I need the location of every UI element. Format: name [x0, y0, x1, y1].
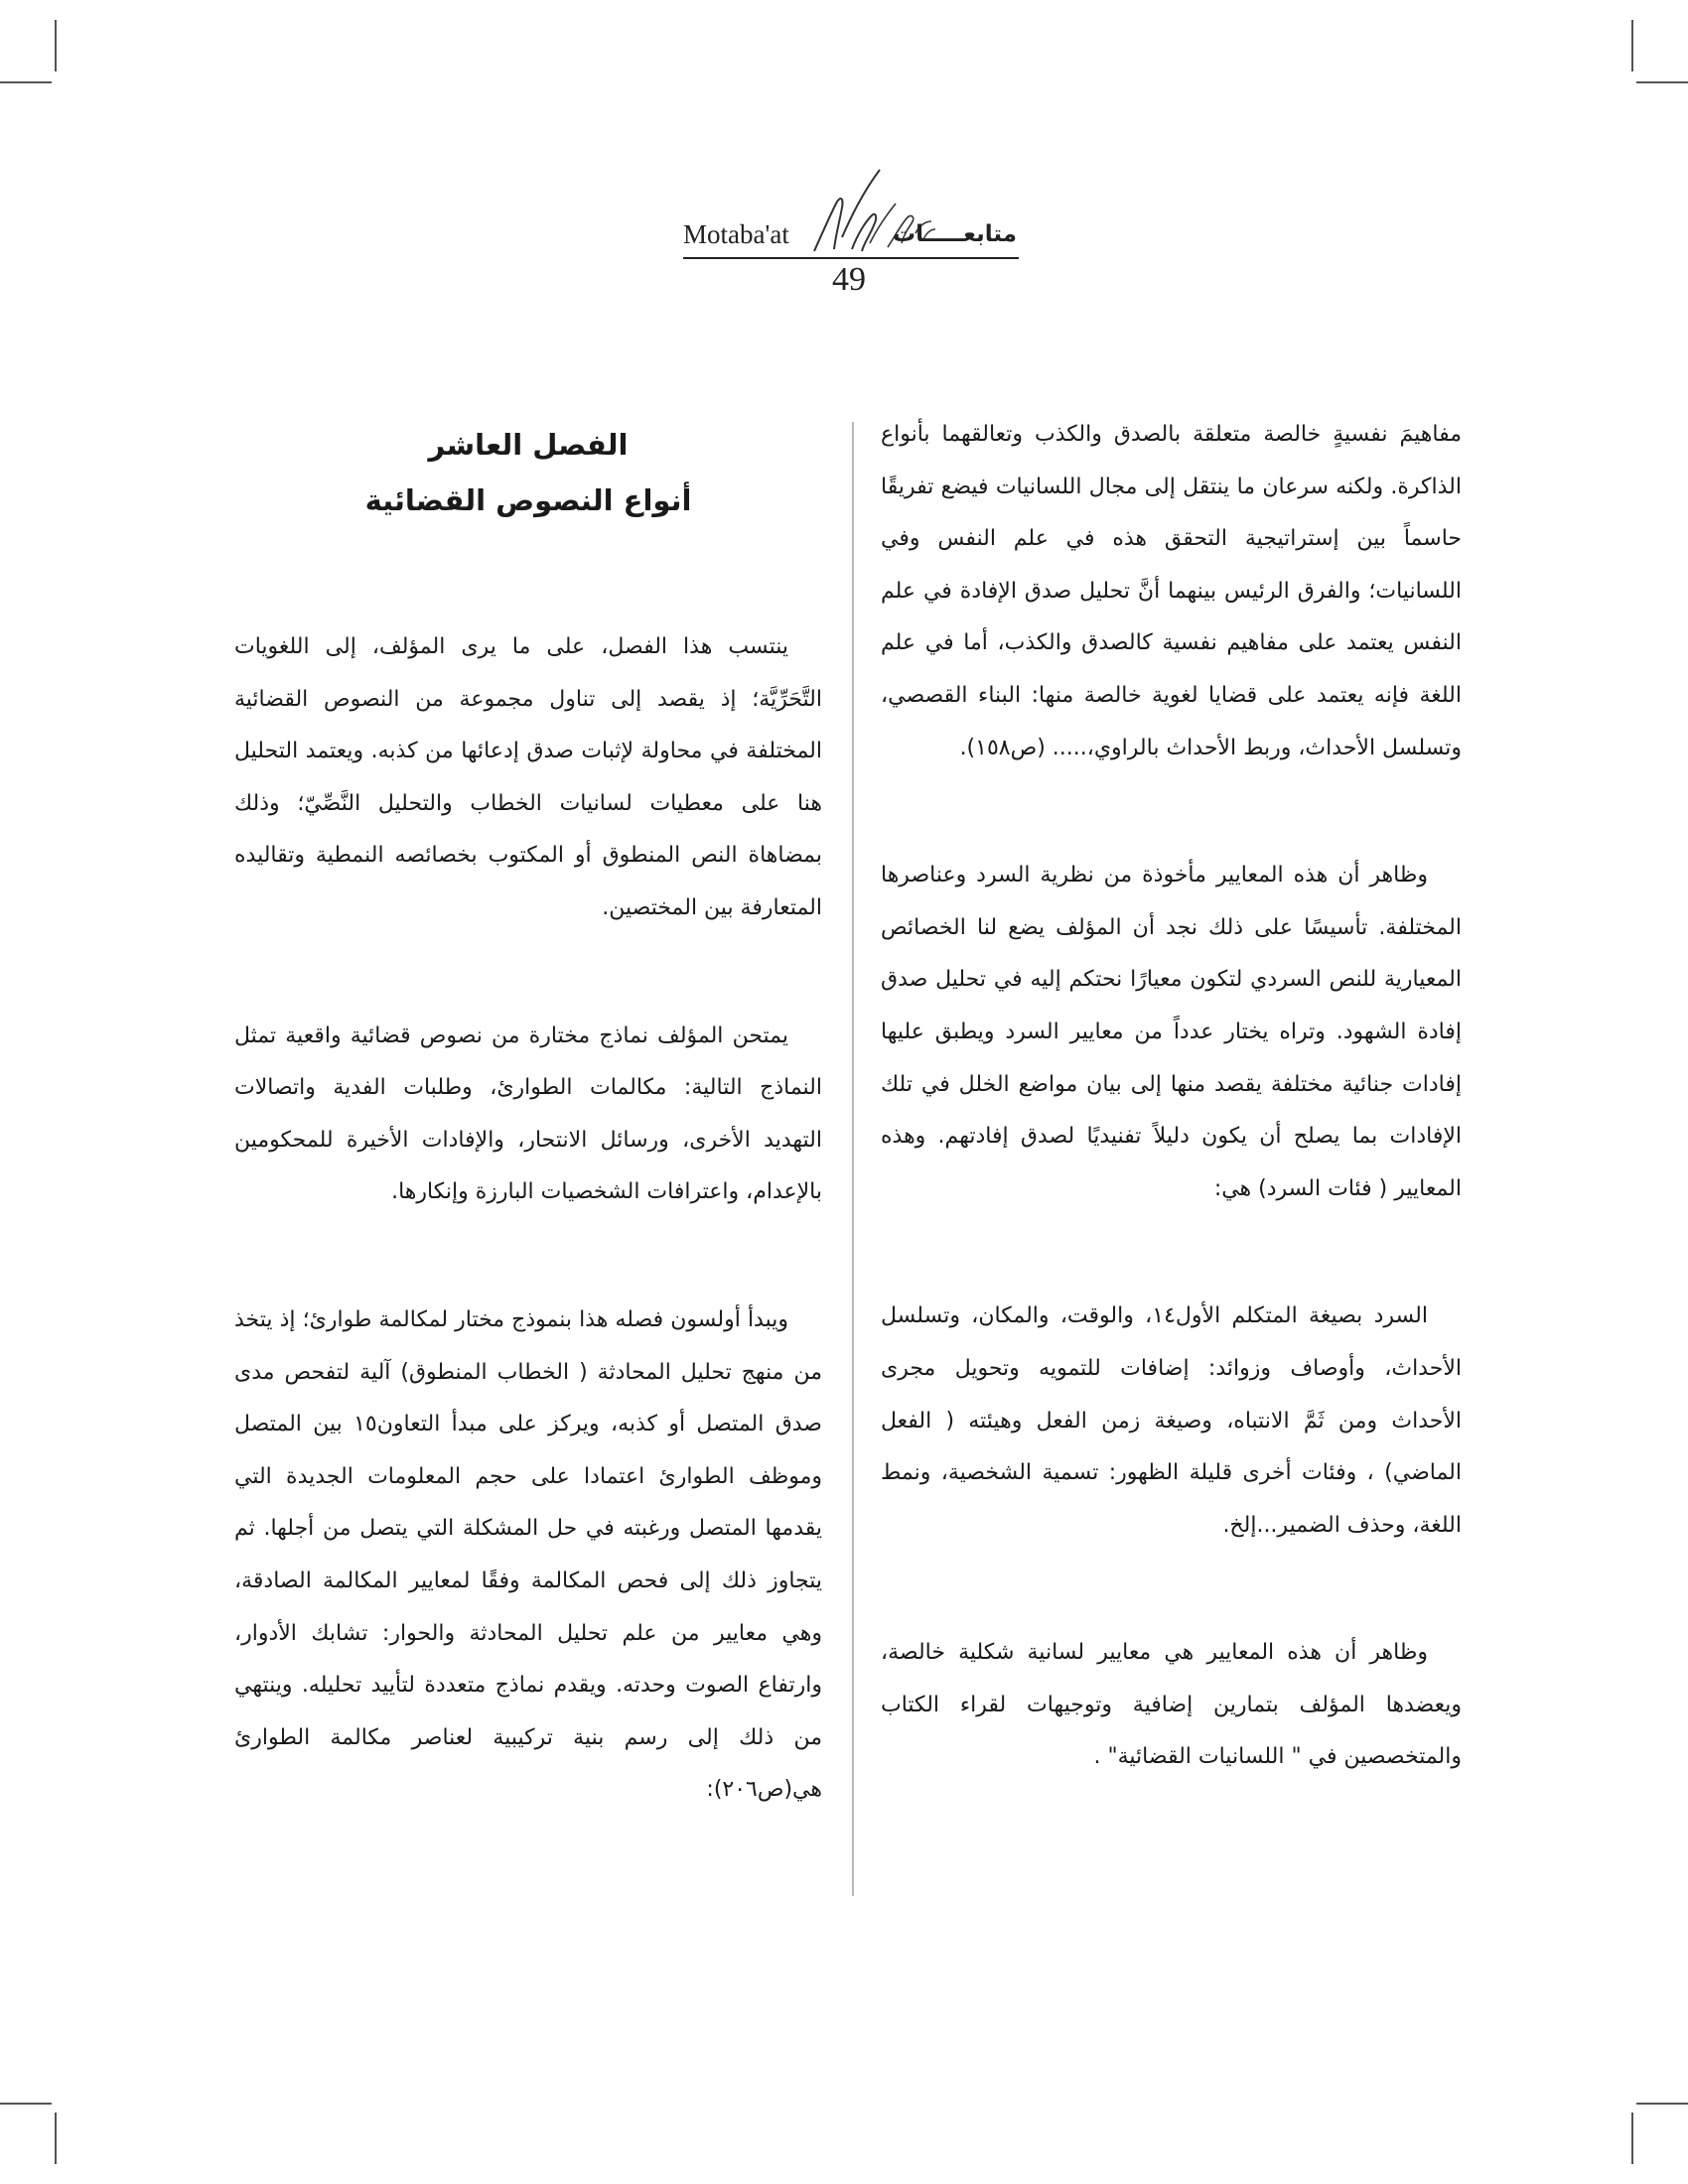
journal-name-english: Motaba'at	[683, 219, 789, 249]
crop-mark	[1631, 2113, 1633, 2164]
running-header	[675, 164, 1023, 313]
crop-mark	[1636, 81, 1688, 83]
journal-name-arabic: متابعـــــات	[893, 221, 1017, 247]
paragraph: يمتحن المؤلف نماذج مختارة من نصوص قضائية واقعية تمثل النماذج التالية: مكالمات الطوارئ، وطلبات الفدية واتصالات التهديد الأخرى، ورسائل الانتحار، والإفادات الأخيرة للمحكومين بالإعدام، واعترافات الشخصيات البارزة وإنكارها.	[234, 1023, 822, 1205]
paragraph: وظاهر أن هذه المعايير هي معايير لسانية شكلية خالصة، ويعضدها المؤلف بتمارين إضافية وتوجيهات لقراء الكتاب والمتخصصين في " اللسانيات القضائية" .	[881, 1640, 1462, 1770]
chapter-heading	[234, 417, 822, 528]
left-column	[234, 417, 822, 1817]
crop-mark	[55, 20, 57, 71]
crop-mark	[1631, 20, 1633, 71]
paragraph: السرد بصيغة المتكلم الأول١٤، والوقت، والمكان، وتسلسل الأحداث، وأوصاف وزوائد: إضافات للتمويه وتحويل مجرى الأحداث ومن ثَمَّ الانتباه، وصيغة زمن الفعل وهيئته ( الفعل الماضي) ، وفئات أخرى قليلة الظهور: تسمية الشخصية، ونمط اللغة، وحذف الضمير...إلخ.	[881, 1303, 1462, 1538]
paragraph: ينتسب هذا الفصل، على ما يرى المؤلف، إلى اللغويات التَّحَرِّيَّة؛ إذ يقصد إلى تناول مجموعة من النصوص القضائية المختلفة في محاولة لإثبات صدق إدعائها من كذبه. ويعتمد التحليل هنا على معطيات لسانيات الخطاب والتحليل النَّصِّيّ؛ وذلك بمضاهاة النص المنطوق أو المكتوب بخصائصه النمطية وتقاليده المتعارفة بين المختصين.	[234, 634, 822, 920]
chapter-title: الفصل العاشر	[428, 428, 629, 462]
crop-mark	[1636, 2103, 1688, 2105]
right-column	[881, 409, 1462, 1784]
crop-mark	[0, 81, 52, 83]
chapter-subtitle: أنواع النصوص القضائية	[364, 483, 692, 517]
paragraph: وظاهر أن هذه المعايير مأخوذة من نظرية السرد وعناصرها المختلفة. تأسيسًا على ذلك نجد أن المؤلف يضع لنا الخصائص المعيارية للنص السردي لتكون معيارًا نحتكم إليه في تحليل صدق إفادة الشهود. وتراه يختار عدداً من معايير السرد ويطبق عليها إفادات جنائية مختلفة يقصد منها إلى بيان مواضع الخلل في تلك الإفادات بما يصلح أن يكون دليلاً تفنيديًا لصدق إفادتهم. وهذه المعايير ( فئات السرد) هي:	[881, 863, 1462, 1201]
page-number: 49	[832, 261, 866, 298]
paragraph: مفاهيمَ نفسيةٍ خالصة متعلقة بالصدق والكذب وتعالقهما بأنواع الذاكرة. ولكنه سرعان ما ينتقل إلى مجال اللسانيات فيضع تفريقًا حاسماً بين إستراتيجية التحقق هذه في علم النفس وفي اللسانيات؛ والفرق الرئيس بينهما أنَّ تحليل صدق الإفادة في علم النفس يعتمد على مفاهيم نفسية كالصدق والكذب، أما في علم اللغة فإنه يعتمد على قضايا لغوية خالصة منها: البناء القصصي، وتسلسل الأحداث، وربط الأحداث بالراوي،..... (ص١٥٨).	[881, 422, 1462, 760]
crop-mark	[0, 2103, 52, 2105]
paragraph: ويبدأ أولسون فصله هذا بنموذج مختار لمكالمة طوارئ؛ إذ يتخذ من منهج تحليل المحادثة ( الخطاب المنطوق) آلية لتفحص مدى صدق المتصل أو كذبه، ويركز على مبدأ التعاون١٥ بين المتصل وموظف الطوارئ اعتمادا على حجم المعلومات الجديدة التي يقدمها المتصل ورغبته في حل المشكلة التي يتصل من أجلها. ثم يتجاوز ذلك إلى فحص المكالمة وفقًا لمعايير المكالمة الصادقة، وهي معايير من علم تحليل المحادثة والحوار: تشابك الأدوار، وارتفاع الصوت وحدته. ويقدم نماذج متعددة لتأييد تحليله. وينتهي من ذلك إلى رسم بنية تركيبية لعناصر مكالمة الطوارئ هي(ص٢٠٦):	[234, 1306, 822, 1803]
column-divider	[852, 422, 854, 1896]
crop-mark	[55, 2113, 57, 2164]
header-rule	[683, 257, 1019, 259]
